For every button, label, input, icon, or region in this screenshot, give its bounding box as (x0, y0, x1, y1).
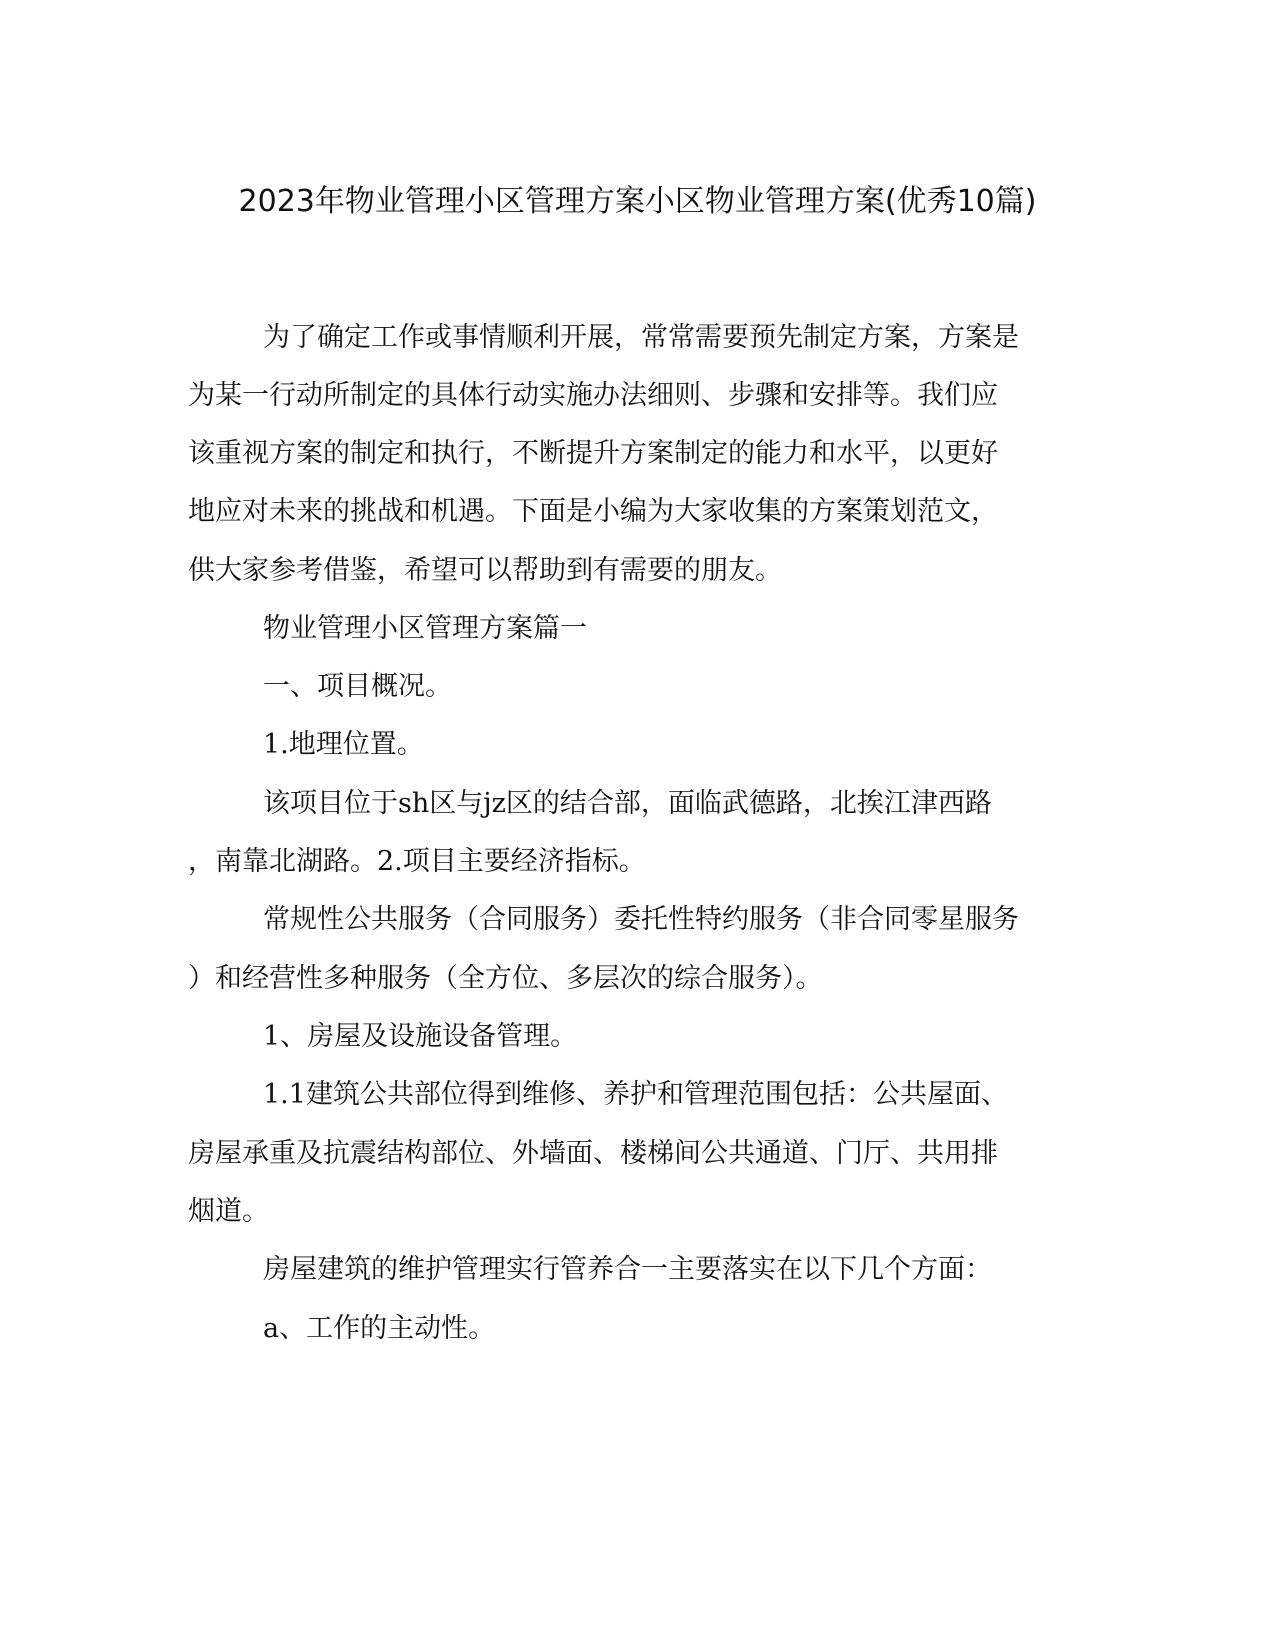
paragraph-line: 1.1建筑公共部位得到维修、养护和管理范围包括：公共屋面、 (263, 1079, 1008, 1110)
paragraph-line: 常规性公共服务（合同服务）委托性特约服务（非合同零星服务 (263, 904, 1019, 935)
paragraph-line: a、工作的主动性。 (263, 1313, 496, 1344)
document-title: 2023年物业管理小区管理方案小区物业管理方案(优秀10篇) (238, 184, 1037, 219)
paragraph-line: 为了确定工作或事情顺利开展，常常需要预先制定方案，方案是 (263, 322, 1019, 353)
paragraph-line: 地应对未来的挑战和机遇。下面是小编为大家收集的方案策划范文， (188, 496, 998, 527)
paragraph-line: ，南靠北湖路。2.项目主要经济指标。 (188, 846, 646, 877)
paragraph-line: 为某一行动所制定的具体行动实施办法细则、步骤和安排等。我们应 (188, 380, 998, 411)
section-heading: 物业管理小区管理方案篇一 (263, 613, 587, 644)
paragraph-line: 该重视方案的制定和执行，不断提升方案制定的能力和水平，以更好 (188, 438, 998, 469)
paragraph-line: ）和经营性多种服务（全方位、多层次的综合服务）。 (188, 963, 823, 994)
subsection-heading: 1、房屋及设施设备管理。 (263, 1021, 578, 1052)
paragraph-line: 供大家参考借鉴，希望可以帮助到有需要的朋友。 (188, 555, 782, 586)
paragraph-line: 烟道。 (188, 1196, 269, 1227)
subsection-heading: 一、项目概况。 (263, 671, 452, 702)
subsection-heading: 1.地理位置。 (263, 729, 424, 760)
paragraph-line: 房屋承重及抗震结构部位、外墙面、楼梯间公共通道、门厅、共用排 (188, 1138, 998, 1169)
paragraph-line: 该项目位于sh区与jz区的结合部，面临武德路，北挨江津西路 (263, 788, 992, 819)
paragraph-line: 房屋建筑的维护管理实行管养合一主要落实在以下几个方面： (263, 1254, 992, 1285)
